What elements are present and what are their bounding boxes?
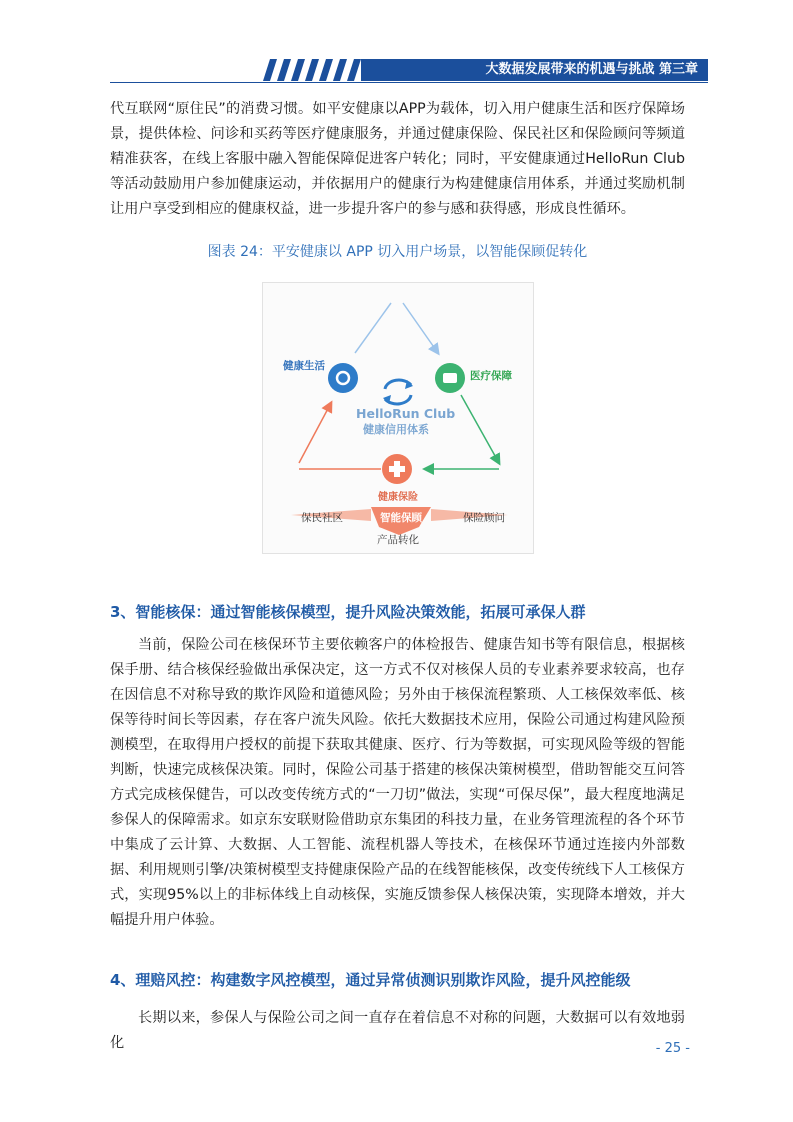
page-number: - 25 - [655, 1041, 690, 1056]
arrow-life-up [355, 303, 391, 353]
label-hellorun-club: HelloRun Club [356, 406, 456, 421]
health-life-node [328, 363, 358, 393]
medical-icon [443, 373, 457, 383]
label-product-conversion: 产品转化 [377, 534, 419, 546]
header-rule [110, 82, 708, 83]
section-heading-3: 3、智能核保：通过智能核保模型，提升风险决策效能，拓展可承保人群 [110, 603, 586, 621]
figure-diagram [262, 282, 534, 554]
paragraph-intro: 代互联网“原住民”的消费习惯。如平安健康以APP为载体，切入用户健康生活和医疗保障场景，提供体检、问诊和买药等医疗健康服务，并通过健康保险、保民社区和保险顾问等频道精准获客，在线上客服中融入智能保障促进客户转化；同时，平安健康通过HelloRun Club等活动鼓励用户参加健康运动，并依据用户的健康行为构建健康信用体系，并通过奖励机制让用户享受到相应的健康权益，进一步提升客户的参与感和获得感，形成良性循环。 [110, 101, 685, 217]
label-community: 保民社区 [301, 512, 343, 524]
label-health-insurance: 健康保险 [378, 492, 418, 503]
header-title: 大数据发展带来的机遇与挑战 第三章 [485, 62, 698, 77]
label-health-life: 健康生活 [283, 360, 325, 372]
label-credit-system: 健康信用体系 [363, 423, 429, 436]
paragraph-underwriting: 当前，保险公司在核保环节主要依赖客户的体检报告、健康告知书等有限信息，根据核保手册、结合核保经验做出承保决定，这一方式不仅对核保人员的专业素养要求较高，也存在因信息不对称导致的欺诈风险和道德风险；另外由于核保流程繁琐、人工核保效率低、核保等待时间长等因素，存在客户流失风险。依托大数据技术应用，保险公司通过构建风险预测模型，在取得用户授权的前提下获取其健康、医疗、行为等数据，可实现风险等级的智能判断，快速完成核保决策。同时，保险公司基于搭建的核保决策树模型，借助智能交互问答方式完成核保健告，可以改变传统方式的“一刀切”做法，实现“可保尽保”，最大程度地满足参保人的保障需求。如京东安联财险借助京东集团的科技力量，在业务管理流程的各个环节中集成了云计算、大数据、人工智能、流程机器人等技术，在核保环节通过连接内外部数据、利用规则引擎/决策树模型支持健康保险产品的在线智能核保，改变传统线下人工核保方式，实现95%以上的非标体线上自动核保，实施反馈参保人核保决策，实现降本增效，并大幅提升用户体验。 [110, 637, 685, 928]
header-stripes [263, 59, 361, 81]
arrow-medical-down [461, 395, 499, 463]
arrow-to-medical [403, 303, 438, 353]
label-consultant: 保险顾问 [463, 512, 505, 524]
sync-arrows-icon [383, 380, 413, 404]
label-medical: 医疗保障 [470, 370, 512, 382]
label-smart-advisor: 智能保顾 [380, 512, 422, 524]
running-header [253, 59, 708, 81]
arrow-to-life [299, 403, 331, 463]
figure-caption: 图表 24：平安健康以 APP 切入用户场景，以智能保顾促转化 [207, 244, 588, 260]
section-heading-4: 4、理赔风控：构建数字风控模型，通过异常侦测识别欺诈风险，提升风控能级 [110, 971, 631, 989]
paragraph-claims: 长期以来，参保人与保险公司之间一直存在着信息不对称的问题，大数据可以有效地弱化 [110, 1010, 685, 1051]
